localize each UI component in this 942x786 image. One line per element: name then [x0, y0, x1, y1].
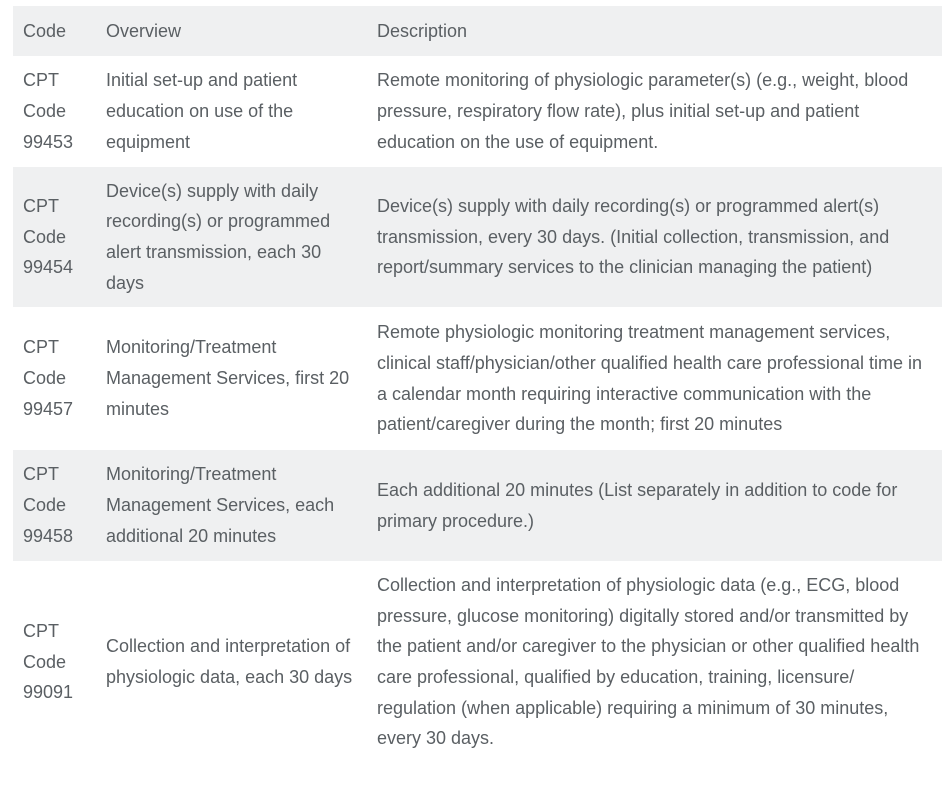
row-code — [13, 65, 96, 157]
code-number: 99454 — [23, 257, 74, 278]
row-description: Collection and interpretation of physiologic data (e.g., ECG, blood pressure, glucose monitoring) digitally stored and/or transmitted by the patient and/or caregiver to the physician or other qualified health care professional, qualified by education, training, licensure/ regulation (when applicable) requiring a minimum of 30 minutes, every 30 days. — [377, 574, 920, 749]
header-code: Code — [23, 20, 67, 41]
table-header-row — [13, 6, 942, 56]
code-word: Code — [23, 495, 67, 516]
code-number: 99457 — [23, 398, 74, 419]
row-description: Remote monitoring of physiologic parameter(s) (e.g., weight, blood pressure, respiratory flow rate), plus initial set-up and patient education on the use of equipment. — [377, 70, 909, 152]
code-number: 99091 — [23, 682, 74, 703]
row-code — [13, 332, 96, 424]
code-prefix: CPT — [23, 70, 59, 91]
table-row — [13, 561, 942, 763]
row-overview: Monitoring/Treatment Management Services, first 20 minutes — [106, 337, 350, 419]
header-description: Description — [377, 20, 468, 41]
table-row — [13, 56, 942, 167]
row-code — [13, 191, 96, 283]
code-word: Code — [23, 226, 67, 247]
cpt-codes-table — [13, 6, 942, 763]
code-number: 99453 — [23, 131, 74, 152]
code-word: Code — [23, 651, 67, 672]
row-description: Device(s) supply with daily recording(s) or programmed alert(s) transmission, every 30 days. (Initial collection, transmission, and report/summary services to the clinician managing the patient) — [377, 195, 890, 278]
header-overview: Overview — [106, 20, 182, 41]
code-prefix: CPT — [23, 337, 59, 358]
table-row — [13, 167, 942, 307]
row-overview: Device(s) supply with daily recording(s) or programmed alert transmission, each 30 days — [106, 180, 331, 293]
code-prefix: CPT — [23, 195, 59, 216]
table-row — [13, 450, 942, 561]
row-overview: Monitoring/Treatment Management Services, each additional 20 minutes — [106, 464, 335, 546]
code-word: Code — [23, 101, 67, 122]
code-word: Code — [23, 368, 67, 389]
row-code — [13, 459, 96, 551]
row-overview: Collection and interpretation of physiologic data, each 30 days — [106, 636, 353, 687]
row-code — [13, 616, 96, 708]
row-overview: Initial set-up and patient education on use of the equipment — [106, 70, 298, 152]
row-description: Each additional 20 minutes (List separately in addition to code for primary procedure.) — [377, 479, 898, 531]
code-prefix: CPT — [23, 620, 59, 641]
code-number: 99458 — [23, 525, 74, 546]
code-prefix: CPT — [23, 464, 59, 485]
table-row — [13, 307, 942, 450]
row-description: Remote physiologic monitoring treatment management services, clinical staff/physician/other qualified health care professional time in a calendar month requiring interactive communication with the patient/caregiver during the month; first 20 minutes — [377, 322, 922, 435]
